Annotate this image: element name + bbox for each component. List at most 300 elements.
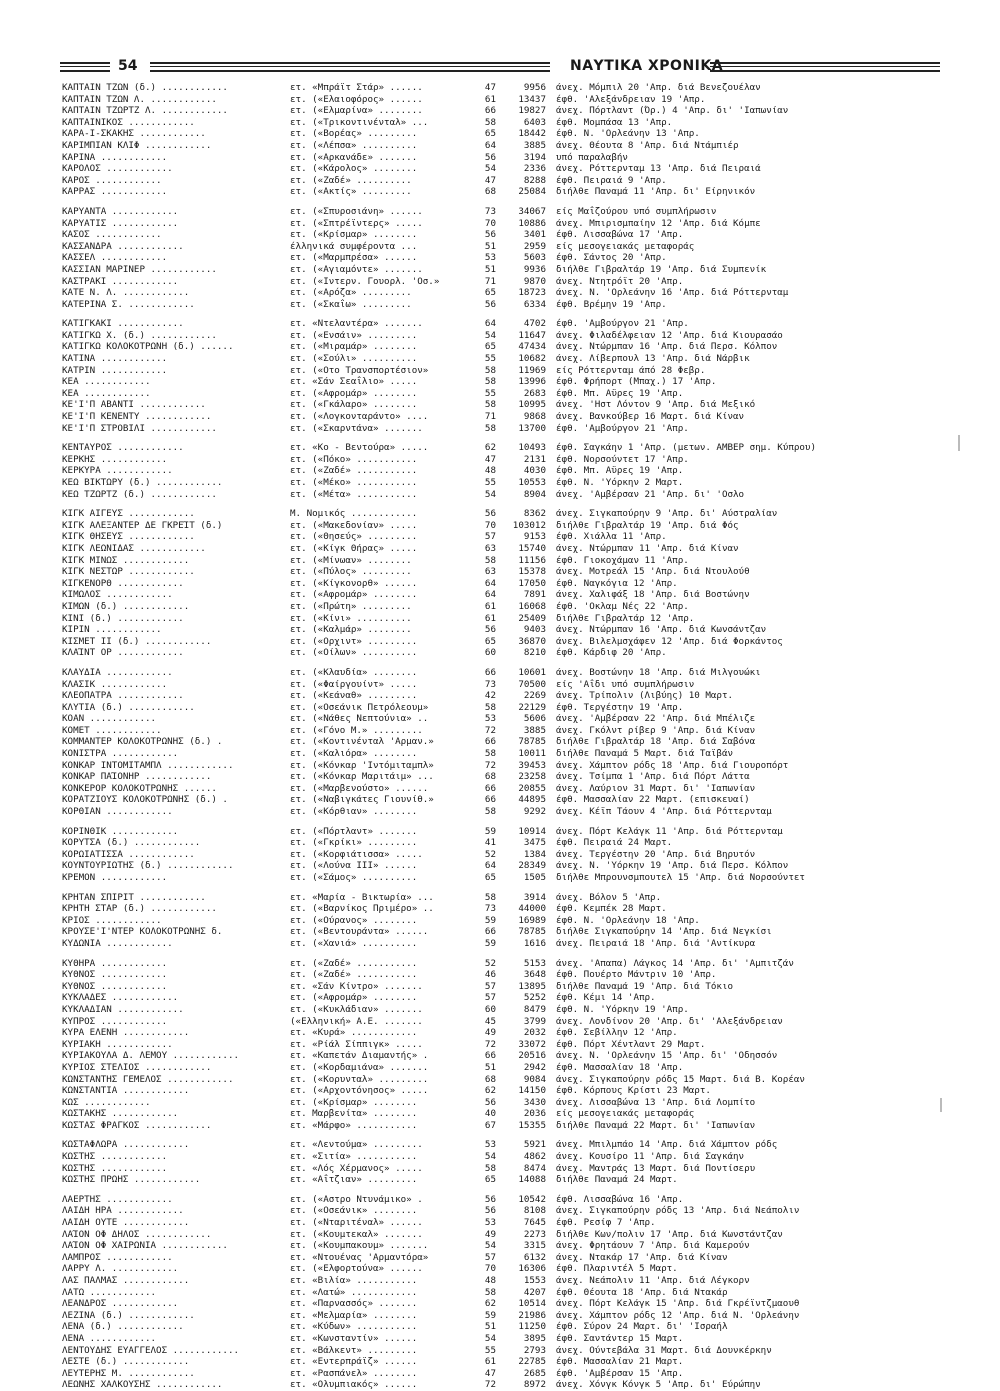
voyage-status: άνεχ. Νεάπολιν 11 'Απρ. διά Λέγκορν bbox=[556, 1275, 750, 1286]
table-row bbox=[62, 872, 942, 884]
build-year: 65 bbox=[484, 341, 496, 353]
page-number: 54 bbox=[118, 58, 138, 74]
tonnage: 17050 bbox=[518, 577, 546, 589]
voyage-status: άνεχ. Φιλαδέλφειαν 12 'Απρ. διά Κιουρασάο bbox=[556, 329, 783, 341]
owner-agent: ετ. («Κάρολος» ........ bbox=[290, 163, 418, 175]
table-row bbox=[62, 218, 942, 230]
tonnage: 3315 bbox=[523, 1240, 546, 1252]
owner-agent: ετ. («Οσεάνικ Πετρόλεουμ» bbox=[290, 701, 429, 713]
build-year: 63 bbox=[484, 566, 496, 578]
owner-agent: ετ. «Μαρία - Βικτωρία» ... bbox=[290, 891, 434, 903]
ship-name: ΚΛΥΤΙΑ (δ.) ............ bbox=[62, 701, 195, 713]
ship-name: ΚΩΝΣΤΑΝΤΙΑ ............ bbox=[62, 1085, 190, 1097]
table-row bbox=[62, 1085, 942, 1097]
owner-agent: ετ. («Κορφιάτισσα» ..... bbox=[290, 848, 423, 860]
voyage-status: έφθ. Σεβίλλην 12 'Απρ. bbox=[556, 1027, 678, 1039]
tonnage: 103012 bbox=[512, 519, 546, 531]
voyage-status: άνεχ. Ντώρμπαν 16 'Απρ. διά Κωνσάντζαν bbox=[556, 624, 767, 636]
owner-agent: («Ελληνική» Α.Ε. ....... bbox=[290, 1015, 423, 1027]
tonnage: 10514 bbox=[518, 1298, 546, 1310]
build-year: 56 bbox=[484, 508, 496, 520]
build-year: 61 bbox=[484, 1356, 496, 1368]
ship-name: ΛΕΥΤΕΡΗΣ Μ. ............ bbox=[62, 1367, 195, 1379]
ship-name: ΚΙΓΚ ΝΕΣΤΩΡ ............ bbox=[62, 566, 195, 578]
build-year: 64 bbox=[484, 577, 496, 589]
owner-agent: ετ. «Κο - Βεντούρα» ..... bbox=[290, 442, 429, 454]
owner-agent: ετ. «Λατώ» ............ bbox=[290, 1286, 418, 1298]
table-row bbox=[62, 543, 942, 555]
table-row bbox=[62, 578, 942, 590]
build-year: 48 bbox=[484, 465, 496, 477]
ship-name: ΚΟΑΝ ............ bbox=[62, 713, 157, 725]
voyage-status: άνεχ. Πειραιά 18 'Απρ. διά 'Αντίκυρα bbox=[556, 937, 756, 949]
voyage-status: διήλθε Σιγκαπούρην 14 'Απρ. διά Νεγκίσι bbox=[556, 926, 772, 938]
scan-mark bbox=[958, 435, 960, 451]
ship-name: ΚΑΡΥΑΤΙΣ ............ bbox=[62, 217, 179, 229]
tonnage: 2685 bbox=[523, 1367, 546, 1379]
tonnage: 9870 bbox=[523, 275, 546, 287]
voyage-status: άνεχ. Σιγκαπούρην ρόδς 15 Μαρτ. διά Β. Κορέαν bbox=[556, 1073, 805, 1085]
tonnage: 25084 bbox=[518, 186, 546, 198]
ship-name: ΚΥΡΑ ΕΛΕΝΗ ............ bbox=[62, 1027, 190, 1039]
owner-agent: ετ. «Βάλκεντ» ......... bbox=[290, 1344, 418, 1356]
owner-agent: ετ. «Ρίάλ Σίππιγκ» ..... bbox=[290, 1038, 423, 1050]
group-separator bbox=[62, 1186, 942, 1194]
owner-agent: ετ. («Κορδαμιάνα» ....... bbox=[290, 1061, 429, 1073]
ship-name: ΚΑΣΟΣ ............ bbox=[62, 229, 162, 241]
table-row bbox=[62, 365, 942, 377]
table-row bbox=[62, 287, 942, 299]
owner-agent: ετ. («Κόνκαρ 'Ιντόμιταμπλ» bbox=[290, 759, 434, 771]
build-year: 58 bbox=[484, 748, 496, 760]
table-row bbox=[62, 241, 942, 253]
owner-agent: ετ. «Λός Χέρμανος» ..... bbox=[290, 1162, 423, 1174]
ship-name: ΚΟΡΑΤΖΙΟΥΣ ΚΟΛΟΚΟΤΡΩΝΗΣ (δ.) . bbox=[62, 794, 228, 806]
ship-name: ΚΕ'Ι'Π ΚΕΝΕΝΤΥ ............ bbox=[62, 411, 212, 423]
voyage-status: άνεχ. 'Αμβέρσαν 22 'Απρ. διά Μπέλιζε bbox=[556, 713, 756, 725]
build-year: 65 bbox=[484, 128, 496, 140]
voyage-status: έφθ. Φρήπορτ (Μπαχ.) 17 'Απρ. bbox=[556, 376, 717, 388]
voyage-status: άνεχ. Σιγκαπούρην ρόδς 13 'Απρ. διά Νεάπολιν bbox=[556, 1205, 800, 1217]
tonnage: 14088 bbox=[518, 1174, 546, 1186]
table-row bbox=[62, 760, 942, 772]
voyage-status: έφθ. 'Οκλαμ Νές 22 'Απρ. bbox=[556, 600, 689, 612]
voyage-status: άνεχ. Τσίμπα 1 'Απρ. διά Πόρτ Λάττα bbox=[556, 771, 750, 783]
table-row bbox=[62, 489, 942, 501]
owner-agent: ετ. («Ελαιοφόρος» ...... bbox=[290, 93, 423, 105]
tonnage: 78785 bbox=[518, 926, 546, 938]
table-row bbox=[62, 1321, 942, 1333]
tonnage: 14150 bbox=[518, 1085, 546, 1097]
ship-name: ΚΕΡΚΗΣ ............ bbox=[62, 453, 168, 465]
owner-agent: ετ. («Αρκανάδε» ....... bbox=[290, 151, 418, 163]
tonnage: 3401 bbox=[523, 229, 546, 241]
ship-name: ΚΡΗΤΑΝ ΣΠΙΡΙΤ ............ bbox=[62, 891, 206, 903]
owner-agent: ετ. («Κρίσμαρ» ........ bbox=[290, 1096, 418, 1108]
voyage-status: έφθ. Σάντος 20 'Απρ. bbox=[556, 252, 667, 264]
ship-name: ΚΕΑ ............ bbox=[62, 376, 151, 388]
tonnage: 4030 bbox=[523, 465, 546, 477]
build-year: 65 bbox=[484, 635, 496, 647]
owner-agent: έλληνικά συμφέροντα ... bbox=[290, 240, 418, 252]
tonnage: 2683 bbox=[523, 387, 546, 399]
ship-name: ΚΩΣΤΑΣ ΦΡΑΓΚΟΣ ............ bbox=[62, 1119, 212, 1131]
ship-name: ΛΑΊΟΝ ΟΦ ΔΗΛΟΣ ............ bbox=[62, 1228, 212, 1240]
build-year: 56 bbox=[484, 229, 496, 241]
owner-agent: ετ. («Κλαυδία» ........ bbox=[290, 666, 418, 678]
table-row bbox=[62, 1333, 942, 1345]
owner-agent: ετ. («Μακεδονίαν» ..... bbox=[290, 519, 418, 531]
ship-name: ΚΥΡΙΑΚΟΥΛΑ Δ. ΛΕΜΟΥ ............ bbox=[62, 1050, 240, 1062]
voyage-status: είς μεσογειακάς μεταφοράς bbox=[556, 1108, 695, 1120]
group-separator bbox=[62, 500, 942, 508]
ship-name: ΚΟΝΚΑΡ ΙΝΤΟΜΙΤΑΜΠΛ ............ bbox=[62, 759, 234, 771]
tonnage: 78785 bbox=[518, 736, 546, 748]
build-year: 55 bbox=[484, 1344, 496, 1356]
tonnage: 10995 bbox=[518, 399, 546, 411]
voyage-status: άνεχ. Βοστώνην 18 'Απρ. διά Μιλγουώκι bbox=[556, 666, 761, 678]
tonnage: 1616 bbox=[523, 937, 546, 949]
owner-agent: ετ. («Καλμάρ» ........ bbox=[290, 624, 412, 636]
table-row bbox=[62, 1217, 942, 1229]
table-row bbox=[62, 1298, 942, 1310]
ship-name: ΚΥΠΡΟΣ ............ bbox=[62, 1015, 168, 1027]
voyage-status: έφθ. Σύρον 24 Μαρτ. δι' 'Ισραήλ bbox=[556, 1321, 728, 1333]
build-year: 58 bbox=[484, 554, 496, 566]
voyage-status: έφθ. Κέμι 14 'Απρ. bbox=[556, 992, 656, 1004]
tonnage: 9403 bbox=[523, 624, 546, 636]
voyage-status: έφθ. Μασσαλίαν 18 'Απρ. bbox=[556, 1061, 684, 1073]
tonnage: 10011 bbox=[518, 748, 546, 760]
owner-agent: ετ. «Ντουένας 'Αρμαντόρα» bbox=[290, 1251, 429, 1263]
owner-agent: ετ. («Κοντινένταλ 'Αρμαν.» bbox=[290, 736, 434, 748]
table-row bbox=[62, 411, 942, 423]
voyage-status: άνεχ. 'Ηστ Λόντον 9 'Απρ. διά Μεξικό bbox=[556, 399, 756, 411]
ship-name: ΚΑΣΤΡΑΚΙ ............ bbox=[62, 275, 179, 287]
table-row bbox=[62, 1205, 942, 1217]
tonnage: 3194 bbox=[523, 151, 546, 163]
tonnage: 8972 bbox=[523, 1379, 546, 1391]
table-row bbox=[62, 794, 942, 806]
tonnage: 4207 bbox=[523, 1286, 546, 1298]
ship-name: ΛΑΙΔΗ ΗΡΑ ............ bbox=[62, 1205, 184, 1217]
ship-name: ΚΟΡΙΝΘΙΚ ............ bbox=[62, 825, 179, 837]
tonnage: 1384 bbox=[523, 848, 546, 860]
voyage-status: έφθ. Ν. 'Υόρκην 19 'Απρ. bbox=[556, 1003, 689, 1015]
tonnage: 7891 bbox=[523, 589, 546, 601]
voyage-status: άνεχ. Ντητρόϊτ 20 'Απρ. bbox=[556, 275, 684, 287]
ship-name: ΚΙΡΙΝ ............ bbox=[62, 624, 162, 636]
build-year: 64 bbox=[484, 318, 496, 330]
owner-agent: ετ. («Βορέας» ......... bbox=[290, 128, 418, 140]
tonnage: 2793 bbox=[523, 1344, 546, 1356]
tonnage: 8904 bbox=[523, 488, 546, 500]
voyage-status: άνεχ. Κέϊπ Τάουν 4 'Απρ. διά Ρόττερνταμ bbox=[556, 806, 772, 818]
build-year: 66 bbox=[484, 782, 496, 794]
tonnage: 10682 bbox=[518, 353, 546, 365]
table-row bbox=[62, 82, 942, 94]
voyage-status: άνεχ. Θέουτα 8 'Απρ. διά Ντάμπιέρ bbox=[556, 139, 739, 151]
voyage-status: έφθ. Πειραιά 9 'Απρ. bbox=[556, 174, 667, 186]
voyage-status: έφθ. Πλαριντέλ 5 Μαρτ. bbox=[556, 1263, 678, 1275]
voyage-status: έφθ. Πόρτ Χέντλαντ 29 Μαρτ. bbox=[556, 1038, 706, 1050]
owner-agent: ετ. («Γκάλαρο» ........ bbox=[290, 399, 418, 411]
table-row bbox=[62, 1174, 942, 1186]
voyage-status: άνεχ. Μπιρισμπαίην 12 'Απρ. διά Κόμπε bbox=[556, 217, 761, 229]
voyage-status: έφθ. 'Αμβούργον 21 'Απρ. bbox=[556, 422, 689, 434]
tonnage: 15740 bbox=[518, 542, 546, 554]
owner-agent: ετ. («Αφρομάρ» ........ bbox=[290, 589, 418, 601]
table-row bbox=[62, 783, 942, 795]
ship-name: ΚΙΝΙ (δ.) ............ bbox=[62, 612, 184, 624]
build-year: 72 bbox=[484, 1038, 496, 1050]
owner-agent: ετ. («Φαίργουίντ» ..... bbox=[290, 678, 418, 690]
tonnage: 44895 bbox=[518, 794, 546, 806]
owner-agent: ετ. «Βιλία» ........... bbox=[290, 1275, 418, 1286]
build-year: 57 bbox=[484, 992, 496, 1004]
owner-agent: ετ. («Οτο Τρανσπορτέσιον» bbox=[290, 364, 429, 376]
voyage-status: έφθ. Πουέρτο Μάντριν 10 'Απρ. bbox=[556, 969, 717, 981]
build-year: 64 bbox=[484, 860, 496, 872]
table-row bbox=[62, 915, 942, 927]
owner-agent: ετ. («Τρικοντινένταλ» ... bbox=[290, 116, 429, 128]
build-year: 64 bbox=[484, 139, 496, 151]
table-row bbox=[62, 647, 942, 659]
tonnage: 2131 bbox=[523, 453, 546, 465]
owner-agent: ετ. («Ζαδέ» ........... bbox=[290, 969, 418, 981]
ship-name: ΛΑΊΟΝ ΟΦ ΧΑΙΡΩΝΙΑ ............ bbox=[62, 1240, 228, 1252]
ship-name: ΚΕΩ ΒΙΚΤΩΡΥ (δ.) ............ bbox=[62, 477, 223, 488]
voyage-status: διήλθε Γιβραλτάρ 18 'Απρ. διά Σαβόνα bbox=[556, 736, 756, 748]
tonnage: 5252 bbox=[523, 992, 546, 1004]
build-year: 53 bbox=[484, 1139, 496, 1151]
build-year: 71 bbox=[484, 411, 496, 423]
voyage-status: έφθ. Μασσαλίαν 21 Μαρτ. bbox=[556, 1356, 684, 1368]
owner-agent: ετ. («Σκαΐω» ......... bbox=[290, 298, 412, 310]
tonnage: 4862 bbox=[523, 1151, 546, 1163]
table-row bbox=[62, 1050, 942, 1062]
tonnage: 6334 bbox=[523, 298, 546, 310]
build-year: 45 bbox=[484, 1015, 496, 1027]
tonnage: 16306 bbox=[518, 1263, 546, 1275]
owner-agent: ετ. («Ελφορτούνα» ...... bbox=[290, 1263, 423, 1275]
table-row bbox=[62, 892, 942, 904]
tonnage: 2942 bbox=[523, 1061, 546, 1073]
build-year: 58 bbox=[484, 364, 496, 376]
ship-name: ΚΡΙΟΣ ............ bbox=[62, 914, 162, 926]
owner-agent: ετ. («Ούρανος» ........ bbox=[290, 914, 418, 926]
table-row bbox=[62, 175, 942, 187]
table-row bbox=[62, 1139, 942, 1151]
table-row bbox=[62, 276, 942, 288]
tonnage: 15355 bbox=[518, 1119, 546, 1131]
table-row bbox=[62, 992, 942, 1004]
build-year: 72 bbox=[484, 1379, 496, 1391]
build-year: 46 bbox=[484, 969, 496, 981]
owner-agent: ετ. «Κωνσταντίν» ...... bbox=[290, 1332, 418, 1344]
table-row bbox=[62, 1039, 942, 1051]
build-year: 54 bbox=[484, 488, 496, 500]
tonnage: 10493 bbox=[518, 442, 546, 454]
voyage-status: έφθ. Βρέμην 19 'Απρ. bbox=[556, 298, 667, 310]
owner-agent: ετ. («Μαρβενούστο» ...... bbox=[290, 782, 429, 794]
voyage-status: έφθ. Μομπάσα 13 'Απρ. bbox=[556, 116, 673, 128]
build-year: 59 bbox=[484, 825, 496, 837]
table-row bbox=[62, 442, 942, 454]
build-year: 63 bbox=[484, 542, 496, 554]
build-year: 55 bbox=[484, 477, 496, 488]
tonnage: 10886 bbox=[518, 217, 546, 229]
build-year: 66 bbox=[484, 105, 496, 117]
table-row bbox=[62, 94, 942, 106]
build-year: 47 bbox=[484, 453, 496, 465]
ship-name: ΚΟΥΝΤΟΥΡΙΩΤΗΣ (δ.) ............ bbox=[62, 860, 234, 872]
voyage-status: άνεχ. Λαύριον 31 Μαρτ. δι' 'Ιαπωνίαν bbox=[556, 782, 756, 794]
tonnage: 3914 bbox=[523, 891, 546, 903]
voyage-status: έφθ. 'Αλεξάνδρειαν 19 'Απρ. bbox=[556, 93, 706, 105]
ship-name: ΛΑΤΩ ............ bbox=[62, 1286, 157, 1298]
ship-name: ΚΙΜΩΝ (δ.) ............ bbox=[62, 600, 190, 612]
table-row bbox=[62, 1108, 942, 1120]
table-row bbox=[62, 477, 942, 489]
ship-name: ΚΑΡΥΑΝΤΑ ............ bbox=[62, 205, 179, 217]
ship-name: ΚΛΑΣΙΚ ............ bbox=[62, 678, 168, 690]
table-row bbox=[62, 860, 942, 872]
ship-name: ΚΑΡΑ-Ι-ΣΚΑΚΗΣ ............ bbox=[62, 128, 206, 140]
table-row bbox=[62, 186, 942, 198]
owner-agent: ετ. («Κίγκ Θήρας» ..... bbox=[290, 542, 418, 554]
ship-name: ΚΑΤΙΓΚΑΚΙ ............ bbox=[62, 318, 184, 330]
table-row bbox=[62, 1275, 942, 1287]
tonnage: 13895 bbox=[518, 980, 546, 992]
build-year: 54 bbox=[484, 163, 496, 175]
ship-name: ΚΕ'Ι'Π ΣΤΡΟΒΙΛΙ ............ bbox=[62, 422, 217, 434]
tonnage: 8210 bbox=[523, 647, 546, 659]
build-year: 47 bbox=[484, 82, 496, 93]
ship-name: ΚΡΗΤΗ ΣΤΑΡ (δ.) ............ bbox=[62, 903, 217, 915]
build-year: 58 bbox=[484, 116, 496, 128]
ship-name: ΛΑΜΠΡΟΣ ............ bbox=[62, 1251, 173, 1263]
ship-name: ΚΥΚΛΑΔΕΣ ............ bbox=[62, 992, 179, 1004]
owner-agent: ετ. («Χανιά» .......... bbox=[290, 937, 418, 949]
tonnage: 2269 bbox=[523, 690, 546, 702]
ship-name: ΚΑΣΣΑΝΔΡΑ ............ bbox=[62, 240, 184, 252]
table-row bbox=[62, 636, 942, 648]
tonnage: 7645 bbox=[523, 1217, 546, 1229]
owner-agent: ετ. («Νάθες Νεπτούνια» .. bbox=[290, 713, 429, 725]
owner-agent: ετ. «Κύδων» ........... bbox=[290, 1321, 418, 1333]
voyage-status: έφθ. Χιάλλα 11 'Απρ. bbox=[556, 531, 667, 543]
voyage-status: έφθ. Τεργέστην 19 'Απρ. bbox=[556, 701, 684, 713]
build-year: 56 bbox=[484, 298, 496, 310]
table-row bbox=[62, 1240, 942, 1252]
tonnage: 3799 bbox=[523, 1015, 546, 1027]
build-year: 61 bbox=[484, 93, 496, 105]
owner-agent: ετ. («Πόρτλαντ» ....... bbox=[290, 825, 418, 837]
ship-name: ΚΑΠΤΑΙΝ ΤΖΩΡΤΖ Λ. ............ bbox=[62, 105, 228, 117]
table-row bbox=[62, 1263, 942, 1275]
build-year: 70 bbox=[484, 519, 496, 531]
table-row bbox=[62, 566, 942, 578]
build-year: 58 bbox=[484, 1162, 496, 1174]
build-year: 57 bbox=[484, 980, 496, 992]
voyage-status: διήλθε Παναμά 11 'Απρ. δι' Είρηνικόν bbox=[556, 186, 756, 198]
owner-agent: ετ. («Λέπσα» .......... bbox=[290, 139, 418, 151]
owner-agent: ετ. «Κυρά» ............ bbox=[290, 1027, 418, 1039]
tonnage: 8362 bbox=[523, 508, 546, 520]
build-year: 58 bbox=[484, 376, 496, 388]
owner-agent: ετ. «Μπράϊτ Στάρ» ...... bbox=[290, 82, 423, 93]
ship-name: ΚΛΑΥΔΙΑ ............ bbox=[62, 666, 173, 678]
ship-register-table bbox=[62, 82, 942, 1391]
ship-name: ΚΟΡΩΙΑΤΙΣΣΑ ............ bbox=[62, 848, 195, 860]
tonnage: 47434 bbox=[518, 341, 546, 353]
voyage-status: άνεχ. Ντώρμπαν 16 'Απρ. διά Περσ. Κόλπον bbox=[556, 341, 778, 353]
build-year: 66 bbox=[484, 1050, 496, 1062]
owner-agent: ετ. («Ζαδέ» .......... bbox=[290, 174, 412, 186]
voyage-status: έφθ. Πειραιά 24 Μαρτ. bbox=[556, 837, 673, 849]
owner-agent: ετ. («Ζαδέ» ........... bbox=[290, 957, 418, 969]
tonnage: 39453 bbox=[518, 759, 546, 771]
build-year: 41 bbox=[484, 837, 496, 849]
tonnage: 22785 bbox=[518, 1356, 546, 1368]
owner-agent: ετ. «Παρνασσός» ....... bbox=[290, 1298, 418, 1310]
voyage-status: άνεχ. Ντώρμπαν 11 'Απρ. διά Κίναν bbox=[556, 542, 739, 554]
ship-name: ΚΩΣΤΗΣ ............ bbox=[62, 1151, 168, 1163]
tonnage: 10914 bbox=[518, 825, 546, 837]
table-row bbox=[62, 849, 942, 861]
owner-agent: ετ. («Μίνωαν» ........ bbox=[290, 554, 412, 566]
voyage-status: είς Μαΐζούρου υπό συμπλήρωσιν bbox=[556, 205, 717, 217]
owner-agent: ετ. («Βεντουράντα» ...... bbox=[290, 926, 429, 938]
tonnage: 3648 bbox=[523, 969, 546, 981]
voyage-status: είς μεσογειακάς μεταφοράς bbox=[556, 240, 695, 252]
voyage-status: διήλθε Γιβραλτάρ 19 'Απρ. διά Φός bbox=[556, 519, 739, 531]
build-year: 54 bbox=[484, 329, 496, 341]
build-year: 60 bbox=[484, 1003, 496, 1015]
voyage-status: άνεχ. Μόμπιλ 20 'Απρ. διά Βενεζουέλαν bbox=[556, 82, 761, 93]
tonnage: 1553 bbox=[523, 1275, 546, 1286]
build-year: 42 bbox=[484, 690, 496, 702]
ship-name: ΚΟΜΕΤ ............ bbox=[62, 724, 162, 736]
voyage-status: άνεχ. Χάμπτον ρόδς 18 'Απρ. διά Γιουροπόρτ bbox=[556, 759, 789, 771]
tonnage: 44000 bbox=[518, 903, 546, 915]
ship-name: ΚΑΡΟΛΟΣ ............ bbox=[62, 163, 173, 175]
tonnage: 70500 bbox=[518, 678, 546, 690]
tonnage: 2273 bbox=[523, 1228, 546, 1240]
voyage-status: έφθ. Λισσαβώνα 16 'Απρ. bbox=[556, 1193, 684, 1205]
owner-agent: ετ. («Ιντερν. Γουορλ. 'Οσ.» bbox=[290, 275, 440, 287]
table-row bbox=[62, 229, 942, 241]
owner-agent: ετ. («Κίνι» .......... bbox=[290, 612, 412, 624]
build-year: 70 bbox=[484, 217, 496, 229]
voyage-status: έφθ. Ν. 'Ορλεάνην 18 'Απρ. bbox=[556, 914, 700, 926]
owner-agent: ετ. («Νταριτέναλ» ...... bbox=[290, 1217, 423, 1229]
table-row bbox=[62, 465, 942, 477]
tonnage: 2032 bbox=[523, 1027, 546, 1039]
group-separator bbox=[62, 818, 942, 826]
voyage-status: έφθ. Ν. 'Υόρκην 2 Μαρτ. bbox=[556, 477, 684, 488]
table-row bbox=[62, 423, 942, 435]
voyage-status: διήλθε Μπρουνσμπουτελ 15 'Απρ. διά Νορσούντετ bbox=[556, 872, 805, 883]
voyage-status: έφθ. Λισσαβώνα 17 'Απρ. bbox=[556, 229, 684, 241]
build-year: 64 bbox=[484, 589, 496, 601]
build-year: 55 bbox=[484, 387, 496, 399]
build-year: 73 bbox=[484, 205, 496, 217]
group-separator bbox=[62, 310, 942, 318]
page-header bbox=[60, 58, 940, 80]
build-year: 53 bbox=[484, 713, 496, 725]
